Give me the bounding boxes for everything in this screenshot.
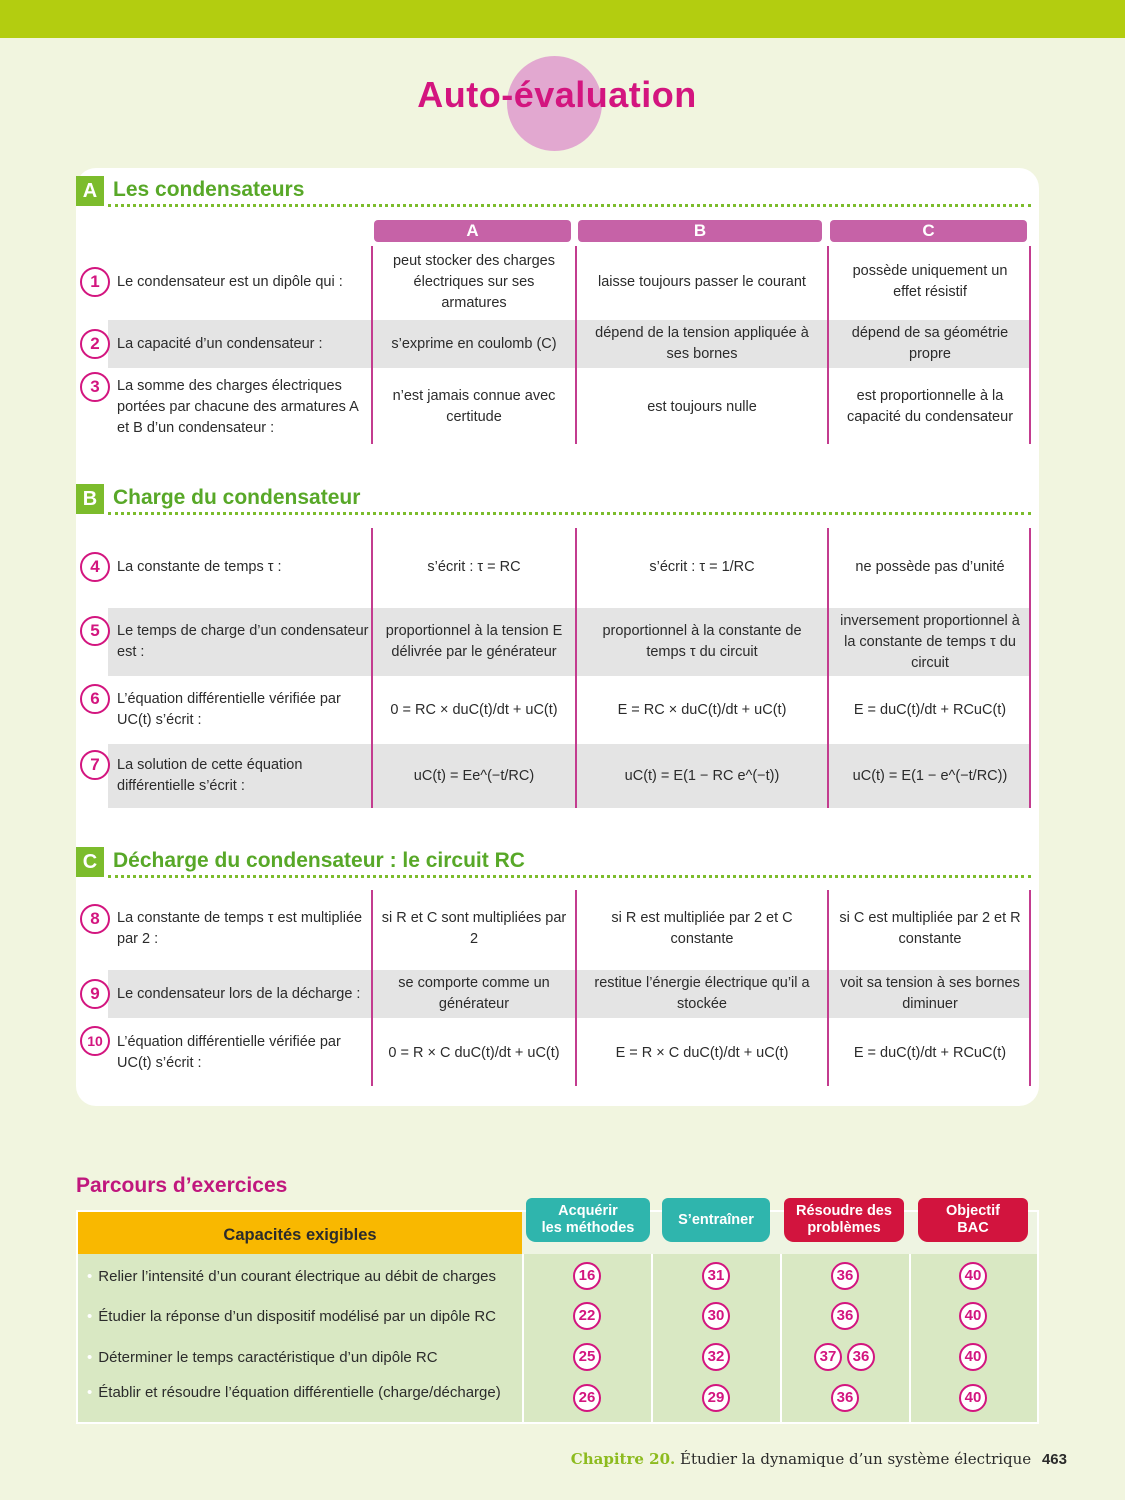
quiz-panel [76,168,1039,1106]
answer-c[interactable]: dépend de sa géométrie propre [851,325,1009,362]
answer-b[interactable]: E = RC × duC(t)/dt + uC(t) [617,701,787,718]
answer-c[interactable]: uC(t) = E(1 − e^(−t/RC)) [852,767,1008,784]
capacites-header: Capacités exigibles [78,1212,522,1254]
exercise-badge[interactable]: 25 [573,1343,601,1371]
question-text: La capacité d’un condensateur : [117,335,323,352]
column-divider [827,246,829,444]
capacite-label: Établir et résoudre l’équation différentielle (charge/décharge) [98,1383,501,1401]
column-divider [575,890,577,1086]
answer-b[interactable]: si R est multipliée par 2 et C constante [611,910,793,947]
answer-a[interactable]: si R et C sont multipliées par 2 [381,910,567,947]
section-letter: C [76,847,104,877]
answer-c[interactable]: inversement proportionnel à la constante de temps τ du circuit [840,612,1020,671]
column-divider [575,246,577,444]
answer-c[interactable]: possède uniquement un effet résistif [852,263,1008,300]
question-number: 3 [80,372,110,402]
section-letter: A [76,176,104,206]
answer-a[interactable]: se comporte comme un générateur [398,975,550,1012]
bullet-icon: • [87,1267,93,1285]
exercise-badge[interactable]: 40 [959,1384,987,1412]
column-header-b: B [578,220,822,242]
column-divider [371,528,373,808]
top-bar [0,0,1125,38]
question-row [76,890,1031,968]
question-text: La solution de cette équation différentielle s’écrit : [117,757,303,794]
question-text: La somme des charges électriques portées par chacune des armatures A et B d’un condensateur : [117,377,359,436]
answer-a[interactable]: s’écrit : τ = RC [427,558,521,575]
parcours-title: Parcours d’exercices [76,1174,288,1197]
question-row [76,678,1031,742]
answer-c[interactable]: si C est multipliée par 2 et R constante [839,910,1021,947]
answer-b[interactable]: laisse toujours passer le courant [598,273,806,290]
exercise-badge[interactable]: 36 [831,1262,859,1290]
column-header-a: A [374,220,571,242]
answer-a[interactable]: uC(t) = Ee^(−t/RC) [413,767,535,784]
answer-c[interactable]: E = duC(t)/dt + RCuC(t) [853,1044,1007,1061]
exercise-badge[interactable]: 29 [702,1384,730,1412]
capacite-row [76,1296,1039,1336]
page-footer [571,1450,1067,1468]
question-text: Le temps de charge d’un condensateur est : [117,623,369,660]
column-divider [1029,246,1031,444]
question-number: 2 [80,329,110,359]
answer-c[interactable]: est proportionnelle à la capacité du condensateur [846,388,1014,425]
section-letter: B [76,484,104,514]
question-number: 8 [80,904,110,934]
answer-a[interactable]: n’est jamais connue avec certitude [392,388,556,425]
section-title: Les condensateurs [113,178,305,201]
exercise-badge[interactable]: 40 [959,1343,987,1371]
section-divider [108,204,1031,207]
question-number: 9 [80,979,110,1009]
question-row [76,970,1031,1018]
chapter-title: Étudier la dynamique d’un système électrique [680,1450,1032,1468]
question-text: L’équation différentielle vérifiée par UC(t) s’écrit : [117,1034,341,1071]
answer-b[interactable]: uC(t) = E(1 − RC e^(−t)) [624,767,780,784]
exercise-badge[interactable]: 31 [702,1262,730,1290]
question-number: 5 [80,616,110,646]
question-row [76,608,1031,676]
exercise-badge[interactable]: 37 [814,1343,842,1371]
capacite-row [76,1337,1039,1377]
question-text: La constante de temps τ : [117,558,282,575]
exercise-badge[interactable]: 36 [847,1343,875,1371]
exercise-badge[interactable]: 16 [573,1262,601,1290]
section-divider [108,875,1031,878]
exercise-badge[interactable]: 32 [702,1343,730,1371]
capacite-row [76,1378,1039,1418]
exercise-badge[interactable]: 22 [573,1302,601,1330]
question-number: 4 [80,552,110,582]
question-row [76,320,1031,368]
capacite-label: Déterminer le temps caractéristique d’un dipôle RC [98,1348,438,1366]
answer-a[interactable]: 0 = RC × duC(t)/dt + uC(t) [390,701,558,718]
exercise-badge[interactable]: 40 [959,1262,987,1290]
tab-objectif-bac[interactable]: Objectif BAC [918,1198,1028,1242]
capacite-label: Relier l’intensité d’un courant électrique au débit de charges [98,1267,497,1285]
exercise-badge[interactable]: 36 [831,1384,859,1412]
question-row [76,744,1031,808]
section-divider [108,512,1031,515]
section-title: Charge du condensateur [113,486,361,509]
bullet-icon: • [87,1383,93,1401]
column-divider [371,890,373,1086]
bullet-icon: • [87,1348,93,1366]
question-text: Le condensateur lors de la décharge : [117,985,361,1002]
tab-sentrainer[interactable]: S’entraîner [662,1198,770,1242]
capacite-label: Étudier la réponse d’un dispositif modélisé par un dipôle RC [98,1307,496,1325]
question-row [76,370,1031,444]
question-row [76,1020,1031,1086]
answer-b[interactable]: s’écrit : τ = 1/RC [649,558,755,575]
tab-acquerir-methodes[interactable]: Acquérir les méthodes [526,1198,650,1242]
capacite-row [76,1256,1039,1296]
question-row [76,246,1031,318]
answer-a[interactable]: proportionnel à la tension E délivrée par le générateur [385,623,563,660]
parcours-table [76,1196,1039,1424]
tab-resoudre-problemes[interactable]: Résoudre des problèmes [784,1198,904,1242]
answer-b[interactable]: dépend de la tension appliquée à ses bornes [595,325,809,362]
answer-a[interactable]: peut stocker des charges électriques sur ses armatures [392,252,555,311]
question-text: La constante de temps τ est multipliée par 2 : [117,910,363,947]
question-number: 1 [80,267,110,297]
exercise-badge[interactable]: 40 [959,1302,987,1330]
answer-b[interactable]: est toujours nulle [647,398,757,415]
answer-b[interactable]: proportionnel à la constante de temps τ du circuit [602,623,802,660]
question-number: 10 [80,1026,110,1056]
chapter-label: Chapitre 20. [570,1450,676,1468]
section-b-header [76,480,1031,514]
question-number: 7 [80,750,110,780]
answer-a[interactable]: 0 = R × C duC(t)/dt + uC(t) [388,1044,560,1061]
page-title: Auto-évaluation [417,74,697,115]
answer-c[interactable]: ne possède pas d’unité [855,558,1005,575]
exercise-badge[interactable]: 30 [702,1302,730,1330]
column-divider [575,528,577,808]
exercise-badge[interactable]: 26 [573,1384,601,1412]
question-number: 6 [80,684,110,714]
column-divider [371,246,373,444]
title-block [0,56,1125,156]
question-row [76,528,1031,606]
section-c-header [76,843,1031,877]
section-title: Décharge du condensateur : le circuit RC [113,849,525,872]
question-text: L’équation différentielle vérifiée par UC(t) s’écrit : [117,691,341,728]
bullet-icon: • [87,1307,93,1325]
column-divider [1029,528,1031,808]
section-a-header [76,172,1031,206]
page-number: 463 [1041,1451,1067,1468]
answer-a[interactable]: s’exprime en coulomb (C) [391,335,557,352]
question-text: Le condensateur est un dipôle qui : [117,273,343,290]
column-divider [827,890,829,1086]
answer-b[interactable]: restitue l’énergie électrique qu’il a stockée [594,975,810,1012]
exercise-badge[interactable]: 36 [831,1302,859,1330]
column-divider [1029,890,1031,1086]
column-divider [827,528,829,808]
answer-c[interactable]: E = duC(t)/dt + RCuC(t) [853,701,1007,718]
answer-b[interactable]: E = R × C duC(t)/dt + uC(t) [615,1044,789,1061]
answer-c[interactable]: voit sa tension à ses bornes diminuer [840,975,1020,1012]
column-header-c: C [830,220,1027,242]
